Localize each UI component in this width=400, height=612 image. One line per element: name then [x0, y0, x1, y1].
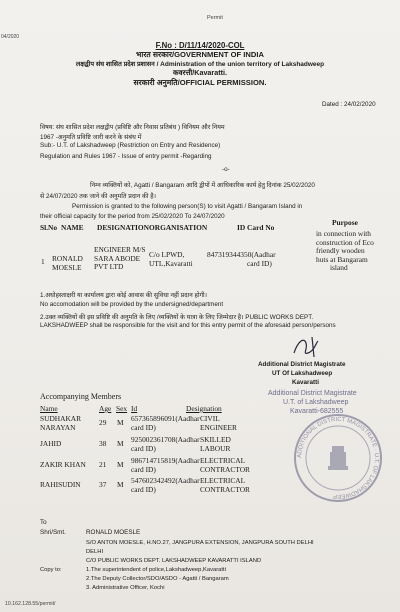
row-purpose-line: construction of Eco: [316, 237, 374, 247]
members-header-id: Id: [131, 404, 138, 413]
member-designation-line: CONTRACTOR: [200, 484, 250, 494]
member-designation-line: SKILLED: [200, 435, 231, 444]
row-designation-line: PVT LTD: [94, 262, 124, 272]
member-designation: [200, 415, 237, 432]
member-name-line: ZAKIR KHAN: [40, 460, 86, 469]
member-name: [40, 415, 81, 432]
subject-hindi-2: 1967 -अनुमति प्रविष्टि जारी करने के संबंध में: [40, 134, 142, 141]
member-designation: [200, 436, 231, 453]
row-name-line: MOESLE: [52, 262, 82, 272]
member-age: 38: [99, 439, 107, 448]
english-paragraph-1: Permission is granted to the following person(S) to visit Agatti / Bangaram Island in: [72, 203, 303, 210]
header-organisation: ORGANISATION: [149, 223, 208, 232]
seal-line-3: Kavaratti-682555: [290, 408, 344, 415]
permit-label: Permit: [207, 15, 223, 21]
member-designation-line: CONTRACTOR: [200, 464, 250, 474]
member-id: [131, 415, 200, 432]
administration-line: लक्षद्वीप संघ शासित प्रदेश प्रशासन / Administration of the union territory of Lakshadweep: [75, 61, 325, 68]
row-id-card-line: 847319344350(Aadhar: [207, 250, 276, 259]
header-designation: DESIGNATION: [97, 223, 150, 232]
members-header-designation: Designation: [186, 404, 222, 413]
note-english-1: No accomodation will be provided by the undersigned/department: [40, 301, 224, 308]
official-seal-icon: [292, 412, 384, 504]
copy-line-3: 3. Administrative Officer, Kochi: [86, 585, 165, 591]
member-id-line: card ID): [131, 464, 156, 474]
separator: -o-: [222, 166, 230, 173]
member-sex: M: [117, 460, 124, 469]
row-id-card-line: card ID): [247, 258, 272, 268]
member-id-line: 986714715819(Aadhar: [131, 456, 200, 465]
row-name-line: RONALD: [52, 254, 83, 263]
row-designation-line: SARA ABODE: [94, 253, 141, 263]
signatory-office: UT Of Lakshadweep: [272, 370, 333, 377]
row-purpose: [316, 230, 374, 273]
member-id-line: card ID): [131, 443, 156, 453]
member-sex: M: [117, 439, 124, 448]
member-age: 37: [99, 480, 107, 489]
members-header-age: Age: [99, 404, 112, 413]
member-name-line: JAHID: [40, 439, 62, 448]
seal-ring-text: ADDITIONAL DISTRICT MAGISTRATE · U.T. OF LAKSHADWEEP: [296, 416, 380, 500]
copy-line-2: 2.The Deputy Collector/SDO/ASDO - Agatti / Bangaram: [86, 576, 229, 582]
members-header-sex: Sex: [116, 404, 128, 413]
addressee-name: RONALD MOESLE: [86, 529, 141, 536]
row-organisation: [149, 251, 193, 268]
row-designation: [94, 246, 146, 272]
member-name: [40, 481, 81, 490]
members-header-name: Name: [40, 404, 58, 413]
address-line-1: S/O ANTON MOESLE, H.NO.27, JANGPURA EXTENSION, JANGPURA SOUTH DELHI: [86, 540, 314, 546]
accompanying-title: Accompanying Members: [40, 392, 122, 401]
header-purpose: Purpose: [332, 218, 358, 227]
member-designation-line: LABOUR: [200, 443, 231, 453]
member-age: 21: [99, 460, 107, 469]
subject-hindi-1: विषय: संघ शासित प्रदेश लक्षद्वीप (प्रविष्टि और निवास प्रतिबंध ) विनियम और नियम: [40, 124, 225, 131]
row-id-card: [207, 251, 276, 268]
margin-stamp: 04/2020: [1, 34, 20, 40]
row-sl-no: 1: [41, 257, 45, 266]
member-name-line: SUDHAKAR: [40, 414, 82, 423]
dated: Dated : 24/02/2020: [322, 101, 376, 108]
address-line-2: DELHI: [86, 549, 104, 555]
address-line-3: C/O PUBLIC WORKS DEPT. LAKSHADWEEP KAVARATTI ISLAND: [86, 558, 262, 564]
permission-title: सरकारी अनुमति/OFFICIAL PERMISSION.: [133, 78, 267, 87]
member-sex: M: [117, 480, 124, 489]
signatory-title: Additional District Magistrate: [258, 361, 346, 368]
member-id-line: 657365896091(Aadhar: [131, 414, 200, 423]
member-id-line: 925002361708(Aadhar: [131, 435, 200, 444]
hindi-paragraph-1: निम्न व्यक्तियों को, Agatti / Bangaram आदि द्वीपों में आधिकारिक कार्य हेतु दिनांक 25/02/2020: [90, 182, 315, 189]
row-name: [52, 255, 83, 272]
member-id-line: 547602342492(Aadhar: [131, 476, 200, 485]
signature-icon: [288, 333, 328, 361]
place-line: कवरत्ती/Kavaratti.: [172, 68, 228, 77]
seal-line-1: Additional District Magistrate: [268, 390, 357, 397]
note-english-2: LAKSHADWEEP shall be responsible for the visit and for this entry permit of the aforesaid person/persons: [40, 322, 336, 329]
row-purpose-line: in connection with: [316, 229, 372, 238]
header-name: NAME: [61, 223, 84, 232]
copy-line-1: 1.The superintendent of police,Lakshadweep,Kavaratti: [86, 567, 226, 573]
copy-label: Copy to:: [40, 567, 62, 573]
member-id: [131, 477, 200, 494]
member-designation-line: ENGINEER: [200, 422, 237, 432]
member-sex: M: [117, 418, 124, 427]
row-organisation-line: UTL,Kavaratti: [149, 258, 193, 268]
member-name: [40, 461, 86, 470]
member-designation-line: CIVIL: [200, 414, 220, 423]
signatory-place: Kavaratti: [292, 379, 319, 386]
member-designation: [200, 457, 250, 474]
member-designation: [200, 477, 250, 494]
member-name-line: NARAYAN: [40, 422, 76, 432]
member-name-line: RAHISUDIN: [40, 480, 81, 489]
member-id: [131, 436, 200, 453]
subject-english-2: Regulation and Rules 1967 - Issue of entry permit -Regarding: [40, 153, 212, 160]
row-organisation-line: C/o LPWD,: [149, 250, 185, 259]
english-paragraph-2: their official capacity for the period from 25/02/2020 To 24/07/2020: [40, 213, 225, 220]
to-label: To: [40, 519, 47, 526]
footer-url: 10.162.128.55/permit/: [5, 601, 56, 607]
member-name: [40, 440, 61, 449]
member-age: 29: [99, 418, 107, 427]
government-line: भारत सरकार/GOVERNMENT OF INDIA: [136, 50, 264, 59]
member-id: [131, 457, 200, 474]
seal-line-2: U.T. of Lakshadweep: [283, 399, 349, 406]
member-id-line: card ID): [131, 484, 156, 494]
subject-english-1: Sub:- U.T. of Lakshadweep (Restriction on Entry and Residence): [40, 142, 221, 149]
note-hindi-1: 1.अधोहस्ताक्षरी या कार्यालय द्वारा कोई आवास की सुविधा नहीं प्रदान होगी।: [40, 292, 208, 299]
member-designation-line: ELECTRICAL: [200, 476, 246, 485]
header-sl-no: Sl.No: [40, 223, 58, 232]
file-number: F.No : D/11/14/2020-COL: [155, 41, 245, 50]
row-purpose-line: island: [330, 263, 348, 273]
header-id-card: ID Card No: [237, 223, 275, 232]
member-id-line: card ID): [131, 422, 156, 432]
note-hindi-2: 2.उक्त व्यक्तियों की इस प्रविष्टि की अनुमति के लिए /व्यक्तियों के यात्रा के लिए जिम्मेदार है। PUBLIC WORKS DEPT.: [40, 314, 314, 321]
member-designation-line: ELECTRICAL: [200, 456, 246, 465]
addressee-prefix: Shri/Smt.: [40, 529, 66, 536]
row-purpose-line: friendly wooden: [316, 246, 365, 256]
row-designation-line: ENGINEER M/S: [94, 245, 146, 254]
row-purpose-line: huts at Bangaram: [316, 254, 368, 264]
hindi-paragraph-2: से 24/07/2020 तक जाने की अनुमति प्रदान की है।: [40, 193, 156, 200]
